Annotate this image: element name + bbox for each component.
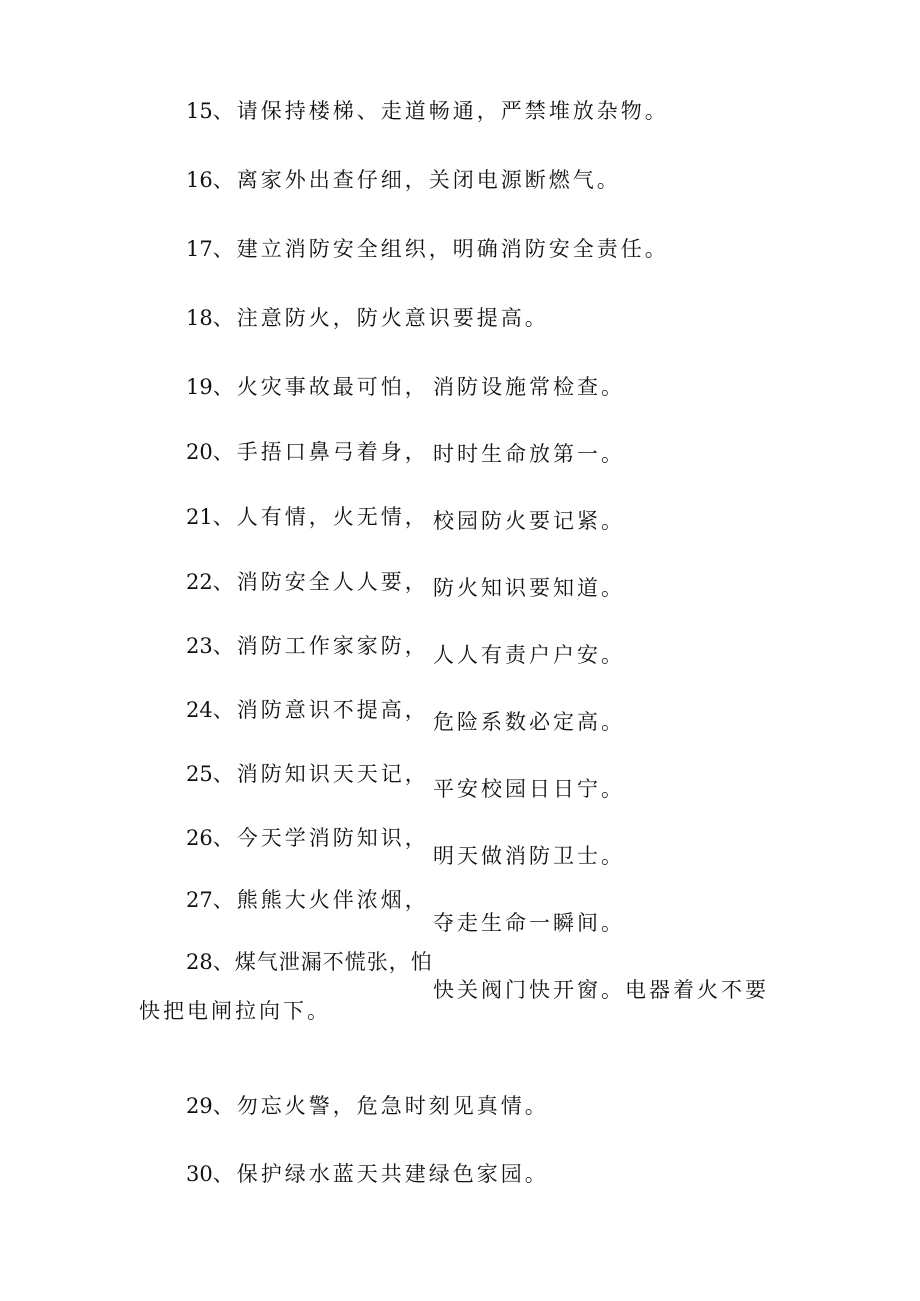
slogan-15: [186, 98, 669, 124]
slogan-text: 、注意防火，防火意识要提高。: [212, 306, 549, 330]
slogan-number: 26: [186, 826, 213, 850]
slogan-26: [186, 825, 429, 851]
slogan-18: [186, 305, 549, 331]
slogan-16: [186, 167, 621, 193]
slogan-first-half: 、手捂口鼻弓着身，: [212, 440, 429, 464]
slogan-21: [186, 504, 429, 530]
slogan-23-second-half: 人人有责户户安。: [433, 643, 625, 667]
slogan-19-second-half: 消防设施常检查。: [433, 375, 625, 399]
slogan-first-half: 、火灾事故最可怕，: [212, 375, 429, 399]
slogan-26-second-half: 明天做消防卫士。: [433, 844, 625, 868]
slogan-25-second-half: 平安校园日日宁。: [433, 777, 625, 801]
slogan-24: [186, 697, 429, 723]
slogan-number: 17: [186, 237, 213, 261]
slogan-27: [186, 887, 429, 913]
slogan-number: 19: [186, 375, 213, 399]
slogan-first-half: 、消防工作家家防，: [212, 634, 429, 658]
slogan-text: 、离家外出查仔细，关闭电源断燃气。: [212, 168, 621, 192]
slogan-20-second-half: 时时生命放第一。: [433, 442, 625, 466]
slogan-number: 22: [186, 570, 213, 594]
slogan-number: 20: [186, 440, 213, 464]
slogan-30: [186, 1161, 549, 1187]
slogan-first-half: 、今天学消防知识，: [212, 826, 429, 850]
slogan-first-half: 、熊熊大火伴浓烟，: [212, 888, 429, 912]
slogan-28-continuation: 快把电闸拉向下。: [139, 999, 331, 1023]
slogan-number: 23: [186, 634, 213, 658]
slogan-17: [186, 236, 669, 262]
slogan-number: 21: [186, 505, 213, 529]
slogan-21-second-half: 校园防火要记紧。: [433, 509, 625, 533]
slogan-number: 25: [186, 762, 213, 786]
slogan-text: 、建立消防安全组织，明确消防安全责任。: [212, 237, 669, 261]
slogan-number: 24: [186, 698, 213, 722]
slogan-22: [186, 569, 429, 595]
slogan-first-half: 、消防知识天天记，: [212, 762, 429, 786]
slogan-number: 28: [186, 950, 213, 974]
slogan-first-half: 、煤气泄漏不慌张，怕: [212, 950, 433, 974]
slogan-19: [186, 374, 429, 400]
slogan-text: 、保护绿水蓝天共建绿色家园。: [212, 1162, 549, 1186]
slogan-29: [186, 1093, 549, 1119]
slogan-28-second-half: 快关阀门快开窗。电器着火不要: [433, 978, 769, 1002]
slogan-number: 16: [186, 168, 213, 192]
slogan-number: 30: [186, 1162, 213, 1186]
slogan-27-second-half: 夺走生命一瞬间。: [433, 911, 625, 935]
slogan-text: 、请保持楼梯、走道畅通，严禁堆放杂物。: [212, 99, 669, 123]
slogan-22-second-half: 防火知识要知道。: [433, 576, 625, 600]
slogan-25: [186, 761, 429, 787]
slogan-number: 18: [186, 306, 213, 330]
slogan-28: [186, 949, 433, 975]
slogan-20: [186, 439, 429, 465]
slogan-number: 29: [186, 1094, 213, 1118]
slogan-first-half: 、人有情，火无情，: [212, 505, 429, 529]
slogan-first-half: 、消防意识不提高，: [212, 698, 429, 722]
slogan-23: [186, 633, 429, 659]
slogan-first-half: 、消防安全人人要，: [212, 570, 429, 594]
slogan-text: 、勿忘火警，危急时刻见真情。: [212, 1094, 549, 1118]
slogan-number: 15: [186, 99, 213, 123]
slogan-24-second-half: 危险系数必定高。: [433, 710, 625, 734]
slogan-number: 27: [186, 888, 213, 912]
